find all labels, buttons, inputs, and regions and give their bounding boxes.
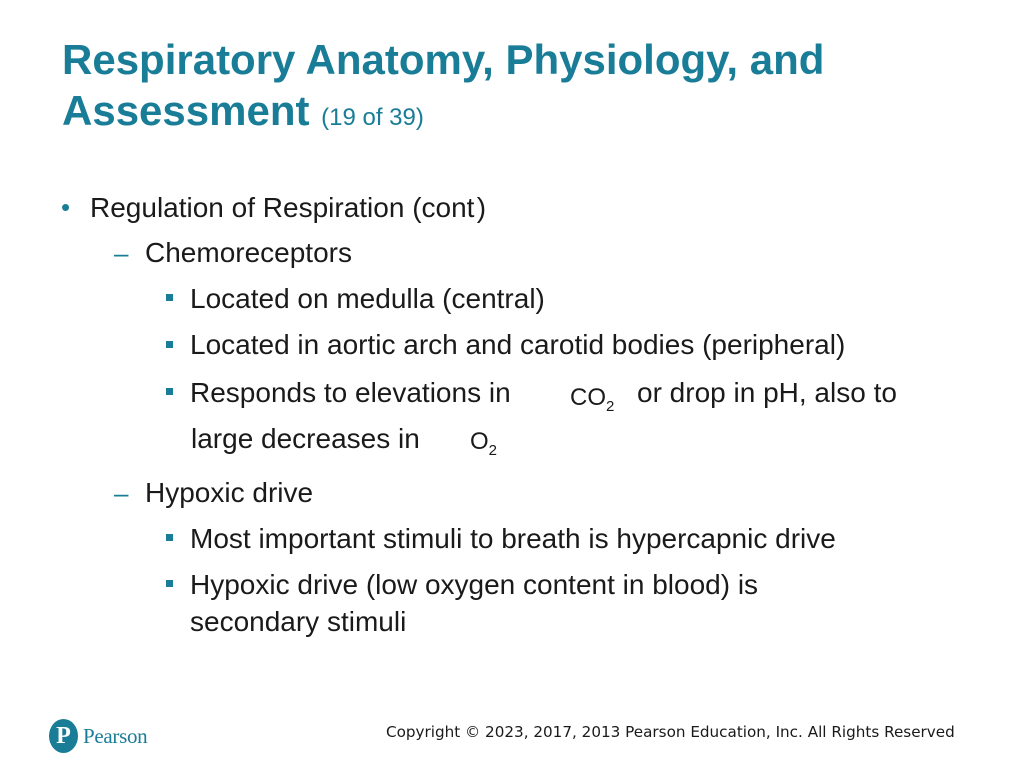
formula-co2-subscript: 2 [606,398,615,415]
bullet-hypoxic-secondary-line2: secondary stimuli [190,606,407,637]
square-bullet-icon [166,341,173,348]
formula-co2 [570,384,615,415]
square-bullet-icon [166,580,173,587]
bullet-hypoxic-secondary-line1: Hypoxic drive (low oxygen content in blood) is [190,569,759,600]
slide-counter: (19 of 39) [321,104,424,131]
bullet-most-important: Most important stimuli to breath is hypercapnic drive [190,523,836,554]
bullet-responds-part3: large decreases in [191,423,420,454]
square-bullet-icon [166,534,173,541]
bullet-aortic-arch: Located in aortic arch and carotid bodies (peripheral) [190,329,846,360]
pearson-logo-icon: P [49,719,78,753]
dash-bullet-icon: – [114,478,129,508]
bullet-responds-part1: Responds to elevations in [190,377,511,408]
pearson-logo-text: Pearson [83,723,148,748]
bullet-chemoreceptors: Chemoreceptors [145,237,352,268]
bullet-hypoxic-drive: Hypoxic drive [145,477,314,508]
bullet-regulation: Regulation of Respiration (cont ) [90,192,487,223]
bullet-responds-part2: or drop in pH, also to [637,377,897,408]
copyright-notice: Copyright © 2023, 2017, 2013 Pearson Education, Inc. All Rights Reserved [386,723,955,741]
formula-o2-subscript: 2 [488,442,498,459]
formula-o2 [470,428,498,459]
round-bullet-icon: • [61,192,71,222]
formula-o2-base: O [470,428,489,455]
square-bullet-icon [166,294,173,301]
pearson-logo [49,718,147,754]
dash-bullet-icon: – [114,238,129,268]
square-bullet-icon [166,388,173,395]
formula-co2-base: CO [570,384,606,411]
slide-title-main: Respiratory Anatomy, Physiology, and Assessment [62,36,825,134]
bullet-medulla: Located on medulla (central) [190,283,545,314]
